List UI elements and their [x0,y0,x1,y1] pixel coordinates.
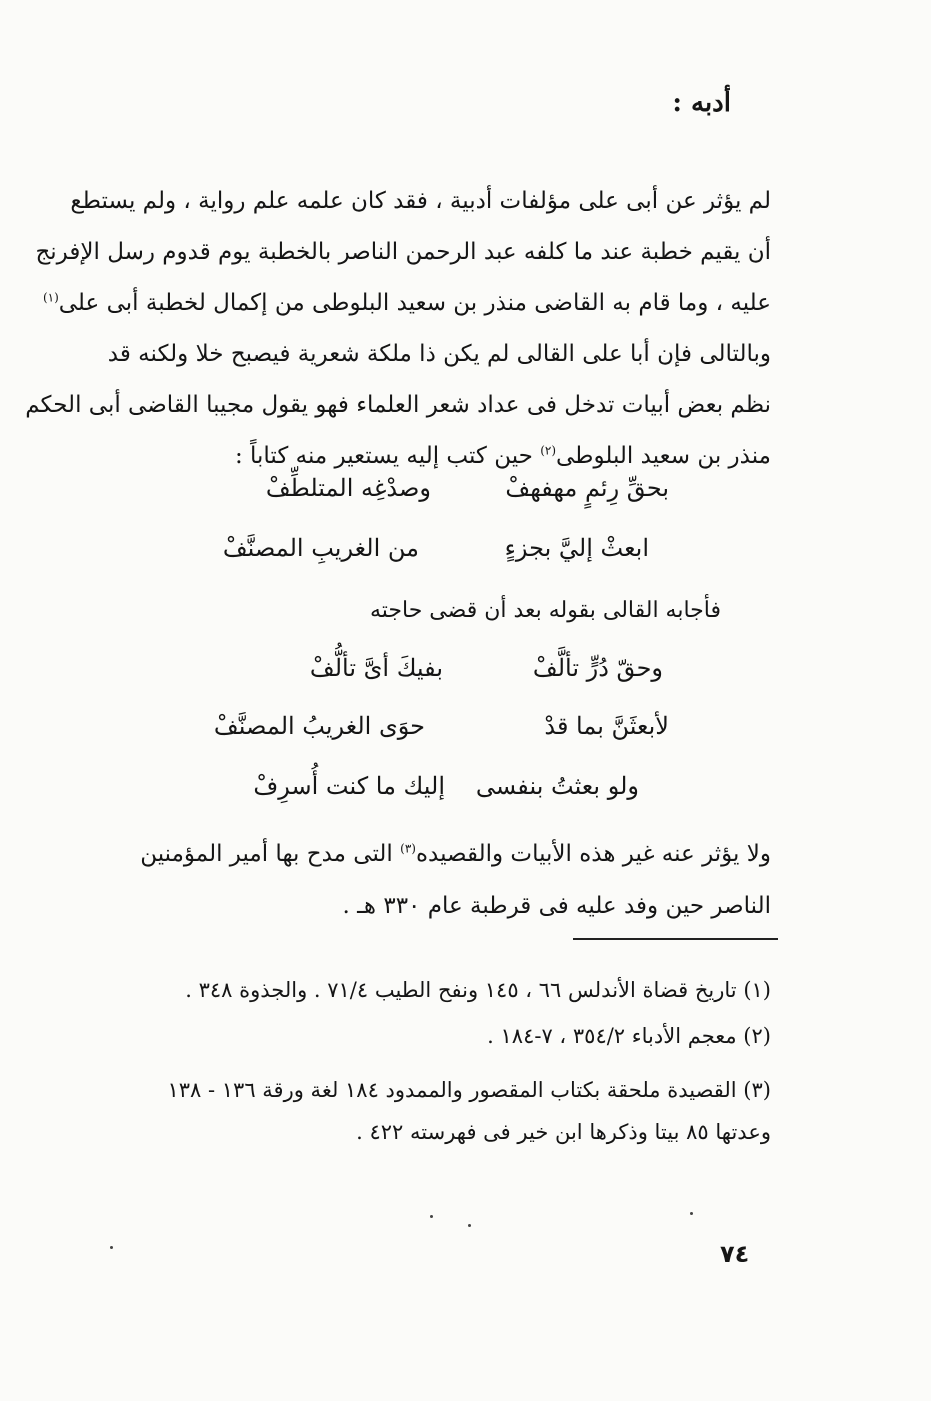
poem-2-intro: فأجابه القالى بقوله بعد أن قضى حاجته [369,598,721,623]
poem-1-verse-2-left: من الغريبِ المصنَّفْ [222,534,419,562]
scan-speck [110,1246,113,1249]
section-heading: أدبه : [672,88,731,118]
paragraph-line: لم يؤثر عن أبى على مؤلفات أدبية ، فقد كان علمه علم رواية ، ولم يستطع [70,188,771,214]
poem-1-verse-2-right: ابعثْ إليَّ بجزءٍ [504,534,649,562]
paragraph-line: الناصر حين وفد عليه فى قرطبة عام ٣٣٠ هـ . [342,893,771,919]
paragraph-line [42,278,771,329]
paragraph-line-head: ولا يؤثر عنه غير هذه الأبيات والقصيده [415,841,771,867]
paragraph-line: وبالتالى فإن أبا على القالى لم يكن ذا ملكة شعرية فيصبح خلا ولكنه قد [107,341,771,367]
paragraph-line-tail: التى مدح بها أمير المؤمنين [140,841,393,867]
scan-speck [430,1215,433,1218]
footnote-3: (٣) القصيدة ملحقة بكتاب المقصور والممدود ١٨٤ لغة ورقة ١٣٦ - ١٣٨ [167,1078,771,1102]
footnote-1: (١) تاريخ قضاة الأندلس ٦٦ ، ١٤٥ ونفح الطيب ٧١/٤ . والجذوة ٣٤٨ . [185,978,771,1002]
poem-2-verse-1-left: بفيكَ أىَّ تألُّفْ [309,654,443,682]
poem-2-verse-1-right: وحقّ دُرٍّ تألَّفْ [532,654,663,682]
paragraph-line: أن يقيم خطبة عند ما كلفه عبد الرحمن الناصر بالخطبة يوم قدوم رسل الإفرنج [35,239,771,265]
footnote-ref-1: (١) [42,290,59,305]
body-paragraph-1 [25,176,771,482]
paragraph-line: نظم بعض أبيات تدخل فى عداد شعر العلماء فهو يقول مجيبا القاضى أبى الحكم [25,392,771,418]
poem-1-verse-1-left: وصدْغِه المتلطِّفْ [265,474,431,502]
paragraph-line-text: منذر بن سعيد البلوطى [556,443,771,469]
scan-speck [468,1224,471,1227]
paragraph-line [101,431,771,482]
footnote-3-continued: وعدتها ٨٥ بيتا وذكرها ابن خير فى فهرسته ٤٢٢ . [356,1120,771,1144]
paragraph-line-tail: حين كتب إليه يستعير منه كتاباً : [234,443,533,469]
page-number: ٧٤ [720,1240,750,1268]
footnote-ref-2: (٢) [540,443,557,458]
poem-2-verse-2-left: حوَى الغريبُ المصنَّفْ [213,712,425,740]
footnote-2: (٢) معجم الأدباء ٣٥٤/٢ ، ٧-١٨٤ . [487,1024,771,1048]
body-paragraph-2 [101,828,771,932]
poem-2-verse-2-right: لأبعثَنَّ بما قدْ [544,712,669,740]
footnote-ref-3: (٣) [400,841,416,856]
poem-2-verse-3-left: إليك ما كنت أُسرِفْ [253,772,445,800]
poem-2-verse-3-right: ولو بعثتُ بنفسى [475,772,639,800]
paragraph-line [101,828,771,880]
paragraph-line-text: عليه ، وما قام به القاضى منذر بن سعيد البلوطى من إكمال لخطبة أبى على [58,290,771,316]
poem-1-verse-1-right: بحقِّ رِئمٍ مهفهفْ [505,474,669,502]
scan-speck [690,1212,693,1215]
footnote-separator [573,938,778,940]
